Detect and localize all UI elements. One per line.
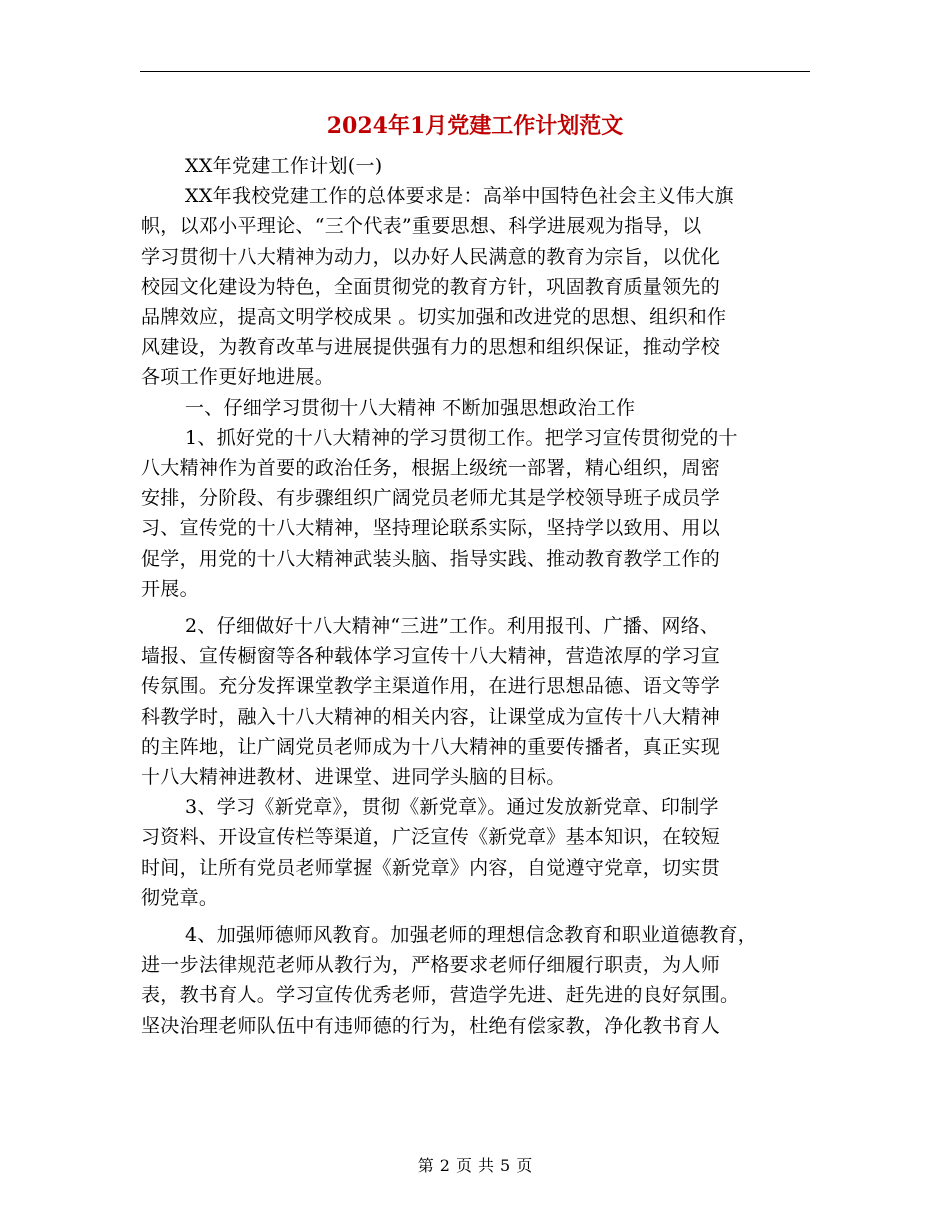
document-title: 2024年1月党建工作计划范文	[326, 113, 624, 139]
body-line: 开展。	[141, 577, 199, 600]
body-line: 1、抓好党的十八大精神的学习贯彻工作。把学习宣传贯彻党的十	[185, 426, 738, 449]
body-line: 品牌效应，提高文明学校成果 。切实加强和改进党的思想、组织和作	[141, 306, 727, 329]
body-line: 科教学时，融入十八大精神的相关内容，让课堂成为宣传十八大精神	[141, 705, 721, 728]
body-line: 墙报、宣传橱窗等各种载体学习宣传十八大精神，营造浓厚的学习宣	[141, 645, 721, 668]
body-line: 进一步法律规范老师从教行为，严格要求老师仔细履行职责，为人师	[141, 954, 721, 977]
footer-total-prefix: 共	[478, 1156, 495, 1175]
footer-page-number: 2	[439, 1156, 450, 1175]
document-body	[141, 151, 811, 1041]
body-line: 彻党章。	[141, 886, 219, 909]
body-line: 习资料、开设宣传栏等渠道，广泛宣传《新党章》基本知识，在较短	[141, 826, 721, 849]
body-line: 时间，让所有党员老师掌握《新党章》内容，自觉遵守党章，切实贯	[141, 856, 721, 879]
body-line: 学习贯彻十八大精神为动力，以办好人民满意的教育为宗旨，以优化	[141, 245, 721, 268]
body-line: 传氛围。充分发挥课堂教学主渠道作用，在进行思想品德、语文等学	[141, 675, 721, 698]
body-line: 习、宣传党的十八大精神，坚持理论联系实际，坚持学以致用、用以	[141, 517, 721, 540]
body-line: 校园文化建设为特色，全面贯彻党的教育方针，巩固教育质量领先的	[141, 275, 721, 298]
body-line: 坚决治理老师队伍中有违师德的行为，杜绝有偿家教，净化教书育人	[141, 1014, 721, 1037]
footer-page-unit: 页	[455, 1156, 472, 1175]
body-line: 表，教书育人。学习宣传优秀老师，营造学先进、赶先进的良好氛围。	[141, 984, 740, 1007]
footer-prefix: 第	[417, 1156, 434, 1175]
footer-total-pages: 5	[500, 1156, 511, 1175]
body-line: 十八大精神进教材、进课堂、进同学头脑的目标。	[141, 766, 566, 789]
page-footer	[0, 1155, 950, 1177]
body-line: 2、仔细做好十八大精神“三进”工作。利用报刊、广播、网络、	[185, 615, 720, 638]
body-line: 的主阵地，让广阔党员老师成为十八大精神的重要传播者，真正实现	[141, 735, 721, 758]
body-line: 促学，用党的十八大精神武装头脑、指导实践、推动教育教学工作的	[141, 547, 721, 570]
header-rule	[140, 71, 810, 72]
body-line: 4、加强师德师风教育。加强老师的理想信念教育和职业道德教育，	[185, 924, 758, 947]
body-line: 八大精神作为首要的政治任务，根据上级统一部署，精心组织，周密	[141, 457, 721, 480]
body-line: XX年我校党建工作的总体要求是：高举中国特色社会主义伟大旗	[185, 185, 734, 208]
footer-total-unit: 页	[516, 1156, 533, 1175]
body-line: 安排，分阶段、有步骤组织广阔党员老师尤其是学校领导班子成员学	[141, 487, 721, 510]
body-line: 3、学习《新党章》，贯彻《新党章》。通过发放新党章、印制学	[185, 796, 719, 819]
body-line: 各项工作更好地进展。	[141, 366, 335, 389]
body-line: 帜，以邓小平理论、“三个代表”重要思想、科学进展观为指导，以	[141, 215, 702, 238]
body-line: XX年党建工作计划(一)	[185, 155, 383, 177]
body-line: 风建设，为教育改革与进展提供强有力的思想和组织保证，推动学校	[141, 336, 721, 359]
body-line: 一、仔细学习贯彻十八大精神 不断加强思想政治工作	[185, 396, 636, 419]
